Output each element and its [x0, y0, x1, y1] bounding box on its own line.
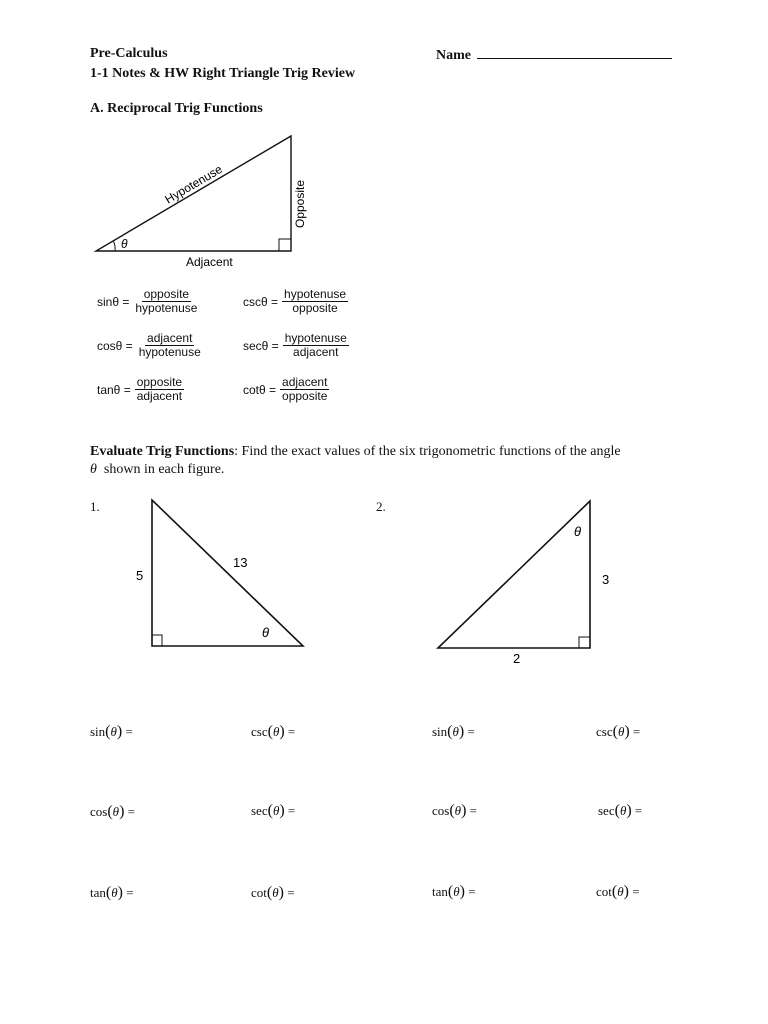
instructions-text: : Find the exact values of the six trigonometric functions of the angle [234, 444, 621, 459]
instructions-text-2: shown in each figure. [103, 462, 225, 477]
p2-sec-answer[interactable]: sec(θ) = [598, 802, 643, 819]
problem-1-right-angle-marker [152, 635, 162, 646]
name-label: Name [436, 48, 471, 63]
angle-label: θ [121, 237, 128, 251]
p1-cot-answer[interactable]: cot(θ) = [251, 884, 295, 901]
course-title: Pre-Calculus [90, 46, 168, 61]
p1-csc-answer[interactable]: csc(θ) = [251, 723, 296, 740]
formula-cos: cosθ = $\frac{\text{adjacent}}{\text{hypotenuse}}$ [97, 331, 201, 359]
problem-2-triangle [438, 501, 590, 648]
p2-cot-answer[interactable]: cot(θ) = [596, 883, 640, 900]
problem-2-number: 2. [376, 499, 386, 514]
page-title: 1-1 Notes & HW Right Triangle Trig Review [90, 66, 356, 81]
right-angle-marker [279, 239, 291, 251]
instructions-theta: θ [90, 462, 97, 477]
formula-sec: secθ = $\frac{\text{hypotenuse}}{\text{adjacent}}$ [243, 331, 347, 359]
section-a-heading: A. Reciprocal Trig Functions [90, 101, 263, 116]
p1-sec-answer[interactable]: sec(θ) = [251, 802, 296, 819]
hypotenuse-label: Hypotenuse [162, 162, 225, 207]
formula-csc: cscθ = $\frac{\text{hypotenuse}}{\text{opposite}}$ [243, 287, 347, 315]
problem-1-angle: θ [262, 625, 270, 640]
p1-tan-answer[interactable]: tan(θ) = [90, 884, 134, 901]
problem-2-triangle-figure [430, 492, 620, 672]
adjacent-label: Adjacent [186, 255, 233, 269]
problem-1-number: 1. [90, 499, 100, 514]
p2-csc-answer[interactable]: csc(θ) = [596, 723, 641, 740]
instructions-heading: Evaluate Trig Functions [90, 444, 235, 459]
p2-tan-answer[interactable]: tan(θ) = [432, 883, 476, 900]
problem-2-angle: θ [574, 524, 582, 539]
p1-cos-answer[interactable]: cos(θ) = [90, 803, 135, 820]
formula-cot: cotθ = $\frac{\text{adjacent}}{\text{opposite}}$ [243, 375, 328, 403]
formula-tan: tanθ = $\frac{\text{opposite}}{\text{adjacent}}$ [97, 375, 183, 403]
name-blank-line [477, 46, 672, 59]
opposite-label: Opposite [293, 179, 307, 228]
p2-sin-answer[interactable]: sin(θ) = [432, 723, 475, 740]
problem-1-triangle [152, 500, 303, 646]
problem-2-right-angle-marker [579, 637, 590, 648]
p1-sin-answer[interactable]: sin(θ) = [90, 723, 133, 740]
formula-sin: sinθ = $\frac{\text{opposite}}{\text{hypotenuse}}$ [97, 287, 198, 315]
angle-arc [114, 241, 116, 251]
instructions [90, 444, 690, 478]
name-field[interactable] [436, 46, 672, 64]
problem-2-side-2: 2 [513, 651, 521, 666]
problem-1-triangle-figure [130, 492, 320, 657]
reference-triangle-diagram [88, 128, 318, 273]
problem-1-hypotenuse-13: 13 [233, 555, 248, 570]
problem-2-side-3: 3 [602, 572, 610, 587]
p2-cos-answer[interactable]: cos(θ) = [432, 802, 477, 819]
reference-triangle [96, 136, 291, 251]
problem-1-side-5: 5 [136, 568, 144, 583]
